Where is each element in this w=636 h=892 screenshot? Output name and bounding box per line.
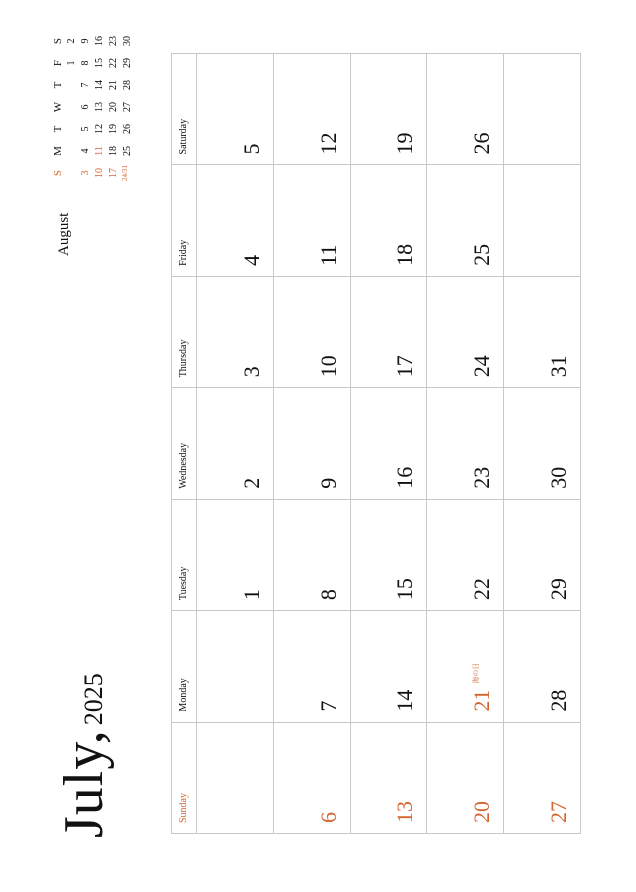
day-number: 7	[315, 700, 341, 712]
day-cell[interactable]	[274, 53, 351, 164]
mini-day: 27	[122, 102, 133, 112]
mini-day: 1	[66, 60, 77, 66]
weekday-header-tuesday: Tuesday	[172, 499, 197, 610]
weekday-header-sunday: Sunday	[172, 722, 197, 833]
mini-day: 5	[80, 126, 91, 132]
day-cell[interactable]	[504, 387, 581, 498]
title-year: 2025	[79, 673, 108, 726]
day-number: 25	[469, 243, 495, 266]
mini-day: 6	[80, 104, 91, 110]
day-number: 3	[238, 366, 264, 378]
day-cell[interactable]	[351, 499, 428, 610]
month-grid	[171, 53, 581, 834]
day-number: 21	[469, 689, 495, 712]
weekday-header-friday: Friday	[172, 164, 197, 275]
day-number: 19	[392, 132, 418, 155]
mini-day: 17	[108, 168, 119, 178]
day-cell[interactable]	[197, 499, 274, 610]
day-cell[interactable]	[351, 276, 428, 387]
day-cell[interactable]	[274, 610, 351, 721]
day-cell[interactable]	[197, 387, 274, 498]
day-cell[interactable]	[427, 53, 504, 164]
mini-day: 3	[80, 170, 91, 176]
day-number: 26	[469, 132, 495, 155]
day-cell[interactable]	[274, 499, 351, 610]
day-number: 6	[315, 812, 341, 823]
mini-day	[66, 118, 80, 140]
day-number: 30	[546, 466, 571, 489]
mini-day: 15	[94, 58, 105, 68]
day-cell[interactable]	[197, 722, 274, 833]
weekday-header-monday: Monday	[172, 610, 197, 721]
mini-day: 21	[108, 80, 119, 90]
day-number: 20	[469, 801, 495, 823]
day-number: 11	[315, 244, 341, 266]
mini-day: 22	[108, 58, 119, 68]
day-cell[interactable]	[197, 610, 274, 721]
title-month: July,	[53, 729, 115, 838]
mini-day: 24/31	[121, 165, 129, 181]
mini-weekday-head: S	[52, 169, 64, 177]
day-cell[interactable]	[351, 610, 428, 721]
mini-weekday-head: S	[52, 37, 64, 45]
mini-calendar-grid	[52, 30, 136, 184]
mini-calendar	[52, 16, 152, 256]
mini-day	[66, 140, 80, 162]
day-cell[interactable]	[274, 276, 351, 387]
day-cell[interactable]	[351, 387, 428, 498]
day-number: 9	[315, 477, 341, 489]
mini-day: 26	[122, 124, 133, 134]
day-cell[interactable]	[504, 53, 581, 164]
mini-day	[66, 74, 80, 96]
mini-day: 30	[122, 36, 133, 46]
day-cell[interactable]	[504, 722, 581, 833]
mini-day: 29	[122, 58, 133, 68]
day-cell[interactable]	[351, 722, 428, 833]
day-number: 2	[238, 477, 264, 489]
mini-weekday-head: W	[52, 101, 64, 113]
mini-calendar-month: August	[56, 212, 72, 256]
day-cell[interactable]	[504, 164, 581, 275]
mini-day: 7	[80, 82, 91, 88]
day-number: 23	[469, 466, 495, 489]
mini-day: 13	[94, 102, 105, 112]
day-cell[interactable]	[197, 276, 274, 387]
day-cell[interactable]	[504, 499, 581, 610]
mini-day: 9	[80, 38, 91, 44]
day-number: 22	[469, 578, 495, 601]
day-number: 29	[546, 578, 571, 601]
day-cell[interactable]	[351, 53, 428, 164]
mini-weekday-head: F	[52, 59, 64, 67]
mini-day: 16	[94, 36, 105, 46]
day-number: 17	[392, 355, 418, 378]
mini-day: 14	[94, 80, 105, 90]
day-number: 18	[392, 243, 418, 266]
day-cell[interactable]	[274, 387, 351, 498]
day-number: 12	[315, 132, 341, 155]
mini-weekday-head: T	[52, 125, 64, 133]
mini-day	[66, 162, 80, 184]
day-number: 15	[392, 578, 418, 601]
weekday-header-thursday: Thursday	[172, 276, 197, 387]
mini-day: 23	[108, 36, 119, 46]
mini-day: 2	[66, 38, 77, 44]
day-number: 27	[546, 801, 571, 823]
mini-day: 11	[94, 146, 105, 156]
day-cell[interactable]	[427, 164, 504, 275]
mini-day	[66, 96, 80, 118]
mini-weekday-head: M	[52, 146, 64, 156]
day-cell[interactable]	[427, 610, 504, 721]
day-number: 13	[392, 801, 418, 823]
weekday-header-saturday: Saturday	[172, 53, 197, 164]
day-cell[interactable]	[427, 276, 504, 387]
mini-day: 20	[108, 102, 119, 112]
day-cell[interactable]	[197, 164, 274, 275]
day-cell[interactable]	[427, 499, 504, 610]
mini-day: 19	[108, 124, 119, 134]
day-cell[interactable]	[274, 164, 351, 275]
day-cell[interactable]	[274, 722, 351, 833]
day-cell[interactable]	[351, 164, 428, 275]
day-number: 5	[238, 143, 264, 155]
day-cell[interactable]	[504, 610, 581, 721]
mini-weekday-head: T	[52, 81, 64, 89]
day-number: 16	[392, 466, 418, 489]
mini-day: 25	[122, 146, 133, 156]
holiday-label: 海の日	[472, 662, 481, 684]
day-cell[interactable]	[427, 722, 504, 833]
mini-day: 18	[108, 146, 119, 156]
day-number: 1	[238, 589, 264, 601]
mini-day: 4	[80, 148, 91, 154]
page-title	[52, 673, 116, 838]
mini-day: 28	[122, 80, 133, 90]
day-number: 10	[315, 355, 341, 378]
day-number: 28	[546, 689, 571, 712]
mini-day: 8	[80, 60, 91, 66]
mini-day: 12	[94, 124, 105, 134]
day-number: 14	[392, 689, 418, 712]
day-number: 4	[238, 254, 264, 266]
mini-day: 10	[94, 168, 105, 178]
day-cell[interactable]	[427, 387, 504, 498]
day-number: 8	[315, 589, 341, 601]
day-cell[interactable]	[504, 276, 581, 387]
weekday-header-wednesday: Wednesday	[172, 387, 197, 498]
day-cell[interactable]	[197, 53, 274, 164]
day-number: 31	[546, 355, 571, 378]
day-number: 24	[469, 355, 495, 378]
